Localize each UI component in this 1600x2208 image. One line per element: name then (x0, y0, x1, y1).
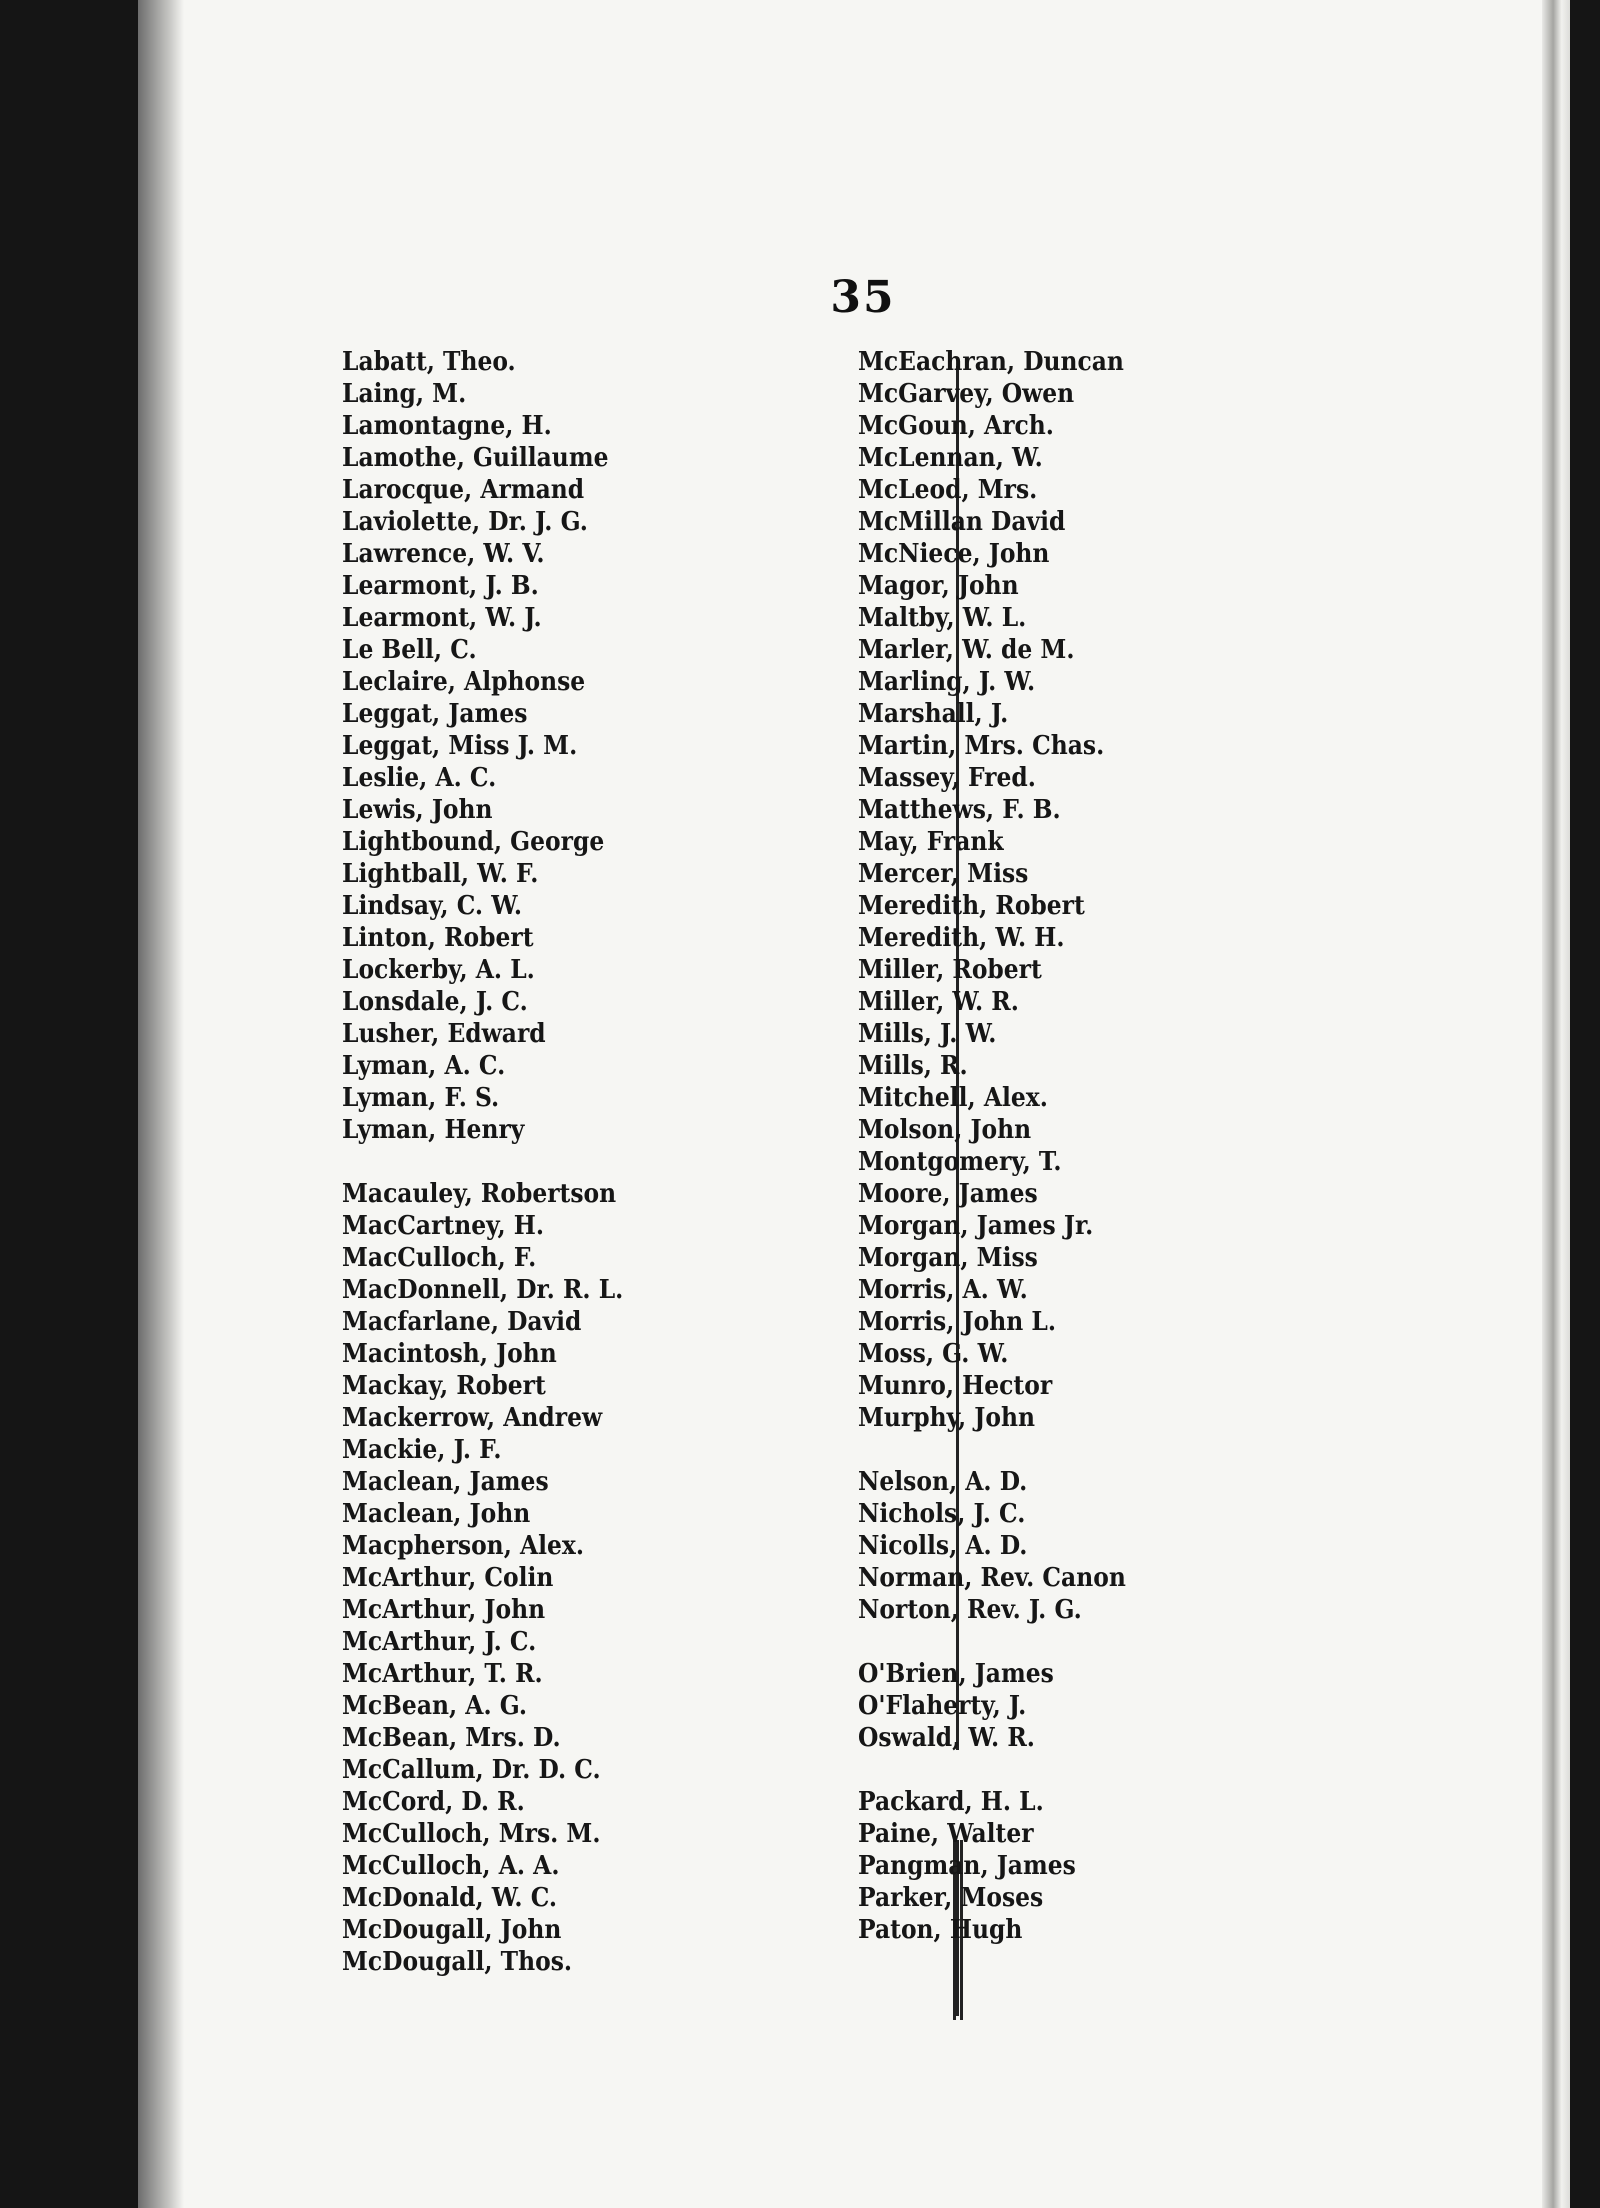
name-entry: Matthews, F. B. (858, 795, 1061, 825)
name-entry: Lyman, Henry (342, 1115, 525, 1145)
name-entry: Lockerby, A. L. (342, 955, 535, 985)
name-entry: Laviolette, Dr. J. G. (342, 507, 588, 537)
name-entry: Macintosh, John (342, 1339, 557, 1369)
name-group (342, 1178, 902, 1978)
name-entry: McBean, A. G. (342, 1691, 528, 1721)
name-entry: Lewis, John (342, 795, 493, 825)
name-entry: McMillan David (858, 507, 1066, 537)
name-entry: McBean, Mrs. D. (342, 1723, 561, 1753)
name-entry: Mackie, J. F. (342, 1435, 502, 1465)
name-entry: Le Bell, C. (342, 635, 477, 665)
name-entry: Labatt, Theo. (342, 347, 516, 377)
name-entry: Larocque, Armand (342, 475, 585, 505)
name-group (858, 1466, 1418, 1626)
name-entry: Lonsdale, J. C. (342, 987, 528, 1017)
name-entry: Learmont, J. B. (342, 571, 539, 601)
name-entry: Macpherson, Alex. (342, 1531, 585, 1561)
name-entry: Mackerrow, Andrew (342, 1403, 603, 1433)
name-entry: Mackay, Robert (342, 1371, 546, 1401)
name-entry: Oswald, W. R. (858, 1723, 1035, 1753)
name-entry: Leggat, Miss J. M. (342, 731, 578, 761)
name-entry: Paton, Hugh (858, 1915, 1023, 1945)
name-entry: McArthur, Colin (342, 1563, 554, 1593)
name-entry: Lamontagne, H. (342, 411, 552, 441)
name-group (858, 1786, 1418, 1946)
name-entry: McCulloch, Mrs. M. (342, 1819, 601, 1849)
name-entry: Lightbound, George (342, 827, 605, 857)
name-group (858, 1658, 1418, 1754)
name-entry: Nicolls, A. D. (858, 1531, 1028, 1561)
name-entry: Mills, J. W. (858, 1019, 997, 1049)
name-entry: MacCulloch, F. (342, 1243, 537, 1273)
name-entry: Maltby, W. L. (858, 603, 1027, 633)
name-entry: McCord, D. R. (342, 1787, 525, 1817)
name-group (342, 346, 902, 1146)
name-entry: Lyman, F. S. (342, 1083, 500, 1113)
name-entry: McLeod, Mrs. (858, 475, 1038, 505)
name-entry: McCallum, Dr. D. C. (342, 1755, 601, 1785)
name-entry: Learmont, W. J. (342, 603, 542, 633)
name-entry: Meredith, Robert (858, 891, 1085, 921)
name-entry: Laing, M. (342, 379, 467, 409)
name-entry: Macfarlane, David (342, 1307, 582, 1337)
name-entry: Paine, Walter (858, 1819, 1034, 1849)
name-entry: Leggat, James (342, 699, 528, 729)
name-entry: Moore, James (858, 1179, 1038, 1209)
name-entry: Lindsay, C. W. (342, 891, 522, 921)
book-page (138, 0, 1570, 2208)
page-spine-shadow (138, 0, 184, 2208)
page-edge-strip (1542, 0, 1570, 2208)
name-entry: McArthur, J. C. (342, 1627, 537, 1657)
name-entry: Miller, Robert (858, 955, 1042, 985)
name-entry: Miller, W. R. (858, 987, 1019, 1017)
name-entry: Molson, John (858, 1115, 1032, 1145)
name-entry: Meredith, W. H. (858, 923, 1065, 953)
name-entry: Pangman, James (858, 1851, 1076, 1881)
name-entry: McDougall, Thos. (342, 1947, 573, 1977)
name-entry: McDougall, John (342, 1915, 562, 1945)
name-entry: Lusher, Edward (342, 1019, 546, 1049)
name-entry: McLennan, W. (858, 443, 1043, 473)
name-entry: O'Brien, James (858, 1659, 1054, 1689)
name-entry: Lyman, A. C. (342, 1051, 506, 1081)
name-entry: Parker, Moses (858, 1883, 1044, 1913)
name-entry: McGarvey, Owen (858, 379, 1075, 409)
name-entry: Morgan, James Jr. (858, 1211, 1094, 1241)
name-entry: MacCartney, H. (342, 1211, 545, 1241)
name-entry: McEachran, Duncan (858, 347, 1124, 377)
name-entry: Marling, J. W. (858, 667, 1036, 697)
name-entry: MacDonnell, Dr. R. L. (342, 1275, 624, 1305)
name-entry: O'Flaherty, J. (858, 1691, 1027, 1721)
page-number: 35 (830, 272, 896, 323)
left-name-column (342, 346, 902, 1978)
name-group (858, 346, 1418, 1434)
name-entry: Macauley, Robertson (342, 1179, 617, 1209)
name-entry: Mitchell, Alex. (858, 1083, 1048, 1113)
name-entry: Mercer, Miss (858, 859, 1029, 889)
name-entry: Leslie, A. C. (342, 763, 497, 793)
name-entry: Martin, Mrs. Chas. (858, 731, 1105, 761)
right-name-column (858, 346, 1418, 1946)
name-entry: McCulloch, A. A. (342, 1851, 560, 1881)
name-entry: Leclaire, Alphonse (342, 667, 586, 697)
name-entry: Lawrence, W. V. (342, 539, 545, 569)
name-entry: Montgomery, T. (858, 1147, 1062, 1177)
name-entry: Nelson, A. D. (858, 1467, 1028, 1497)
name-entry: Murphy, John (858, 1403, 1035, 1433)
name-entry: McArthur, T. R. (342, 1659, 543, 1689)
name-entry: Mills, R. (858, 1051, 968, 1081)
name-entry: Morgan, Miss (858, 1243, 1038, 1273)
name-entry: Norton, Rev. J. G. (858, 1595, 1082, 1625)
name-entry: Maclean, James (342, 1467, 549, 1497)
name-entry: Packard, H. L. (858, 1787, 1044, 1817)
name-entry: Moss, G. W. (858, 1339, 1009, 1369)
name-entry: McArthur, John (342, 1595, 546, 1625)
name-entry: Marler, W. de M. (858, 635, 1075, 665)
name-entry: Norman, Rev. Canon (858, 1563, 1126, 1593)
name-entry: Munro, Hector (858, 1371, 1053, 1401)
name-entry: McDonald, W. C. (342, 1883, 558, 1913)
name-entry: Magor, John (858, 571, 1019, 601)
name-entry: McGoun, Arch. (858, 411, 1054, 441)
name-entry: McNiece, John (858, 539, 1050, 569)
name-entry: Lightball, W. F. (342, 859, 539, 889)
name-entry: Linton, Robert (342, 923, 534, 953)
name-entry: Nichols, J. C. (858, 1499, 1026, 1529)
name-entry: Morris, A. W. (858, 1275, 1028, 1305)
name-entry: Massey, Fred. (858, 763, 1036, 793)
name-entry: Lamothe, Guillaume (342, 443, 609, 473)
name-entry: May, Frank (858, 827, 1004, 857)
name-entry: Marshall, J. (858, 699, 1009, 729)
name-entry: Morris, John L. (858, 1307, 1056, 1337)
name-entry: Maclean, John (342, 1499, 531, 1529)
